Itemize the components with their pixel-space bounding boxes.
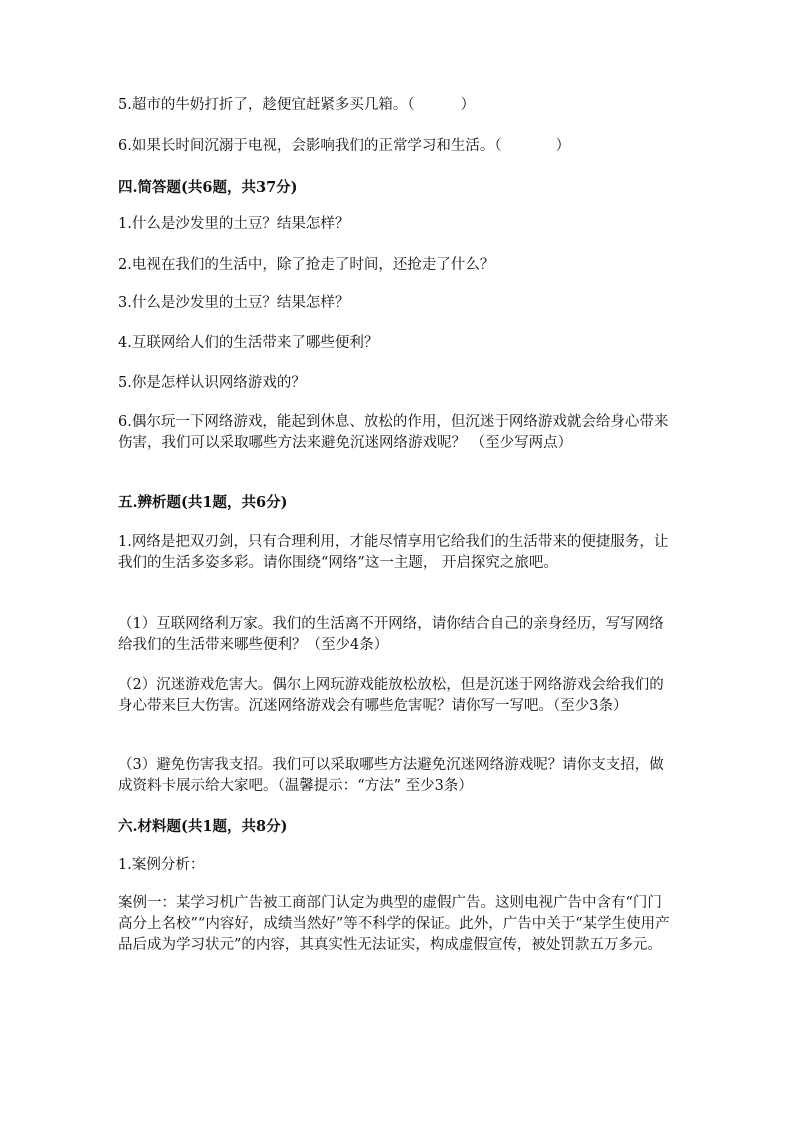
answer-paren-close: ） [555,138,571,154]
analysis-subquestion-1: （1）互联网络利万家。我们的生活离不开网络，请你结合自己的亲身经历，写写网络给我们的生活带来哪些便利？（至少4条） [118,616,664,653]
judgment-question-6 [118,136,674,157]
analysis-subquestion-3: （3）避免伤害我支招。我们可以采取哪些方法避免沉迷网络游戏呢？请你支支招，做成资料卡展示给大家吧。（温馨提示：“方法” 至少3条） [118,757,664,794]
short-answer-question: 2.电视在我们的生活中，除了抢走了时间，还抢走了什么？ [118,257,495,273]
answer-paren-open: （ [494,138,502,154]
short-answer-question: 4.互联网给人们的生活带来了哪些便利？ [118,335,379,351]
short-answer-question: 3.什么是沙发里的土豆？结果怎样？ [118,295,350,311]
question-text: 5.超市的牛奶打折了，趁便宜赶紧多买几箱。 [118,97,408,113]
judgment-question-5 [118,95,674,116]
short-answer-question: 5.你是怎样认识网络游戏的？ [118,375,306,391]
answer-paren-close: ） [460,97,476,113]
question-text: 6.如果长时间沉溺于电视，会影响我们的正常学习和生活。 [118,138,495,154]
answer-paren-open: （ [407,97,415,113]
analysis-question: 1.网络是把双刃剑，只有合理利用，才能尽情享用它给我们的生活带来的便捷服务，让我们的生活多姿多彩。请你围绕“网络”这一主题， 开启探究之旅吧。 [118,534,669,571]
material-question: 1.案例分析： [118,857,205,873]
short-answer-question: 6.偶尔玩一下网络游戏，能起到休息、放松的作用，但沉迷于网络游戏就会给身心带来伤害，我们可以采取哪些方法来避免沉迷网络游戏呢？ （至少写两点） [118,414,669,451]
material-case-1: 案例一：某学习机广告被工商部门认定为典型的虚假广告。这则电视广告中含有“门门高分上名校”“内容好，成绩当然好”等不科学的保证。此外，广告中关于“某学生使用产品后成为学习状元”的内容，其真实性无法证实，构成虚假宣传，被处罚款五万多元。 [118,895,670,953]
section-heading-material: 六.材料题(共1题，共8分) [118,818,288,835]
section-heading-short-answer: 四.简答题(共6题，共37分) [118,179,298,196]
section-heading-analysis: 五.辨析题(共1题，共6分) [118,494,288,511]
short-answer-question: 1.什么是沙发里的土豆？结果怎样？ [118,216,350,232]
analysis-subquestion-2: （2）沉迷游戏危害大。偶尔上网玩游戏能放松放松，但是沉迷于网络游戏会给我们的身心带来巨大伤害。沉迷网络游戏会有哪些危害呢？请你写一写吧。（至少3条） [118,677,664,714]
